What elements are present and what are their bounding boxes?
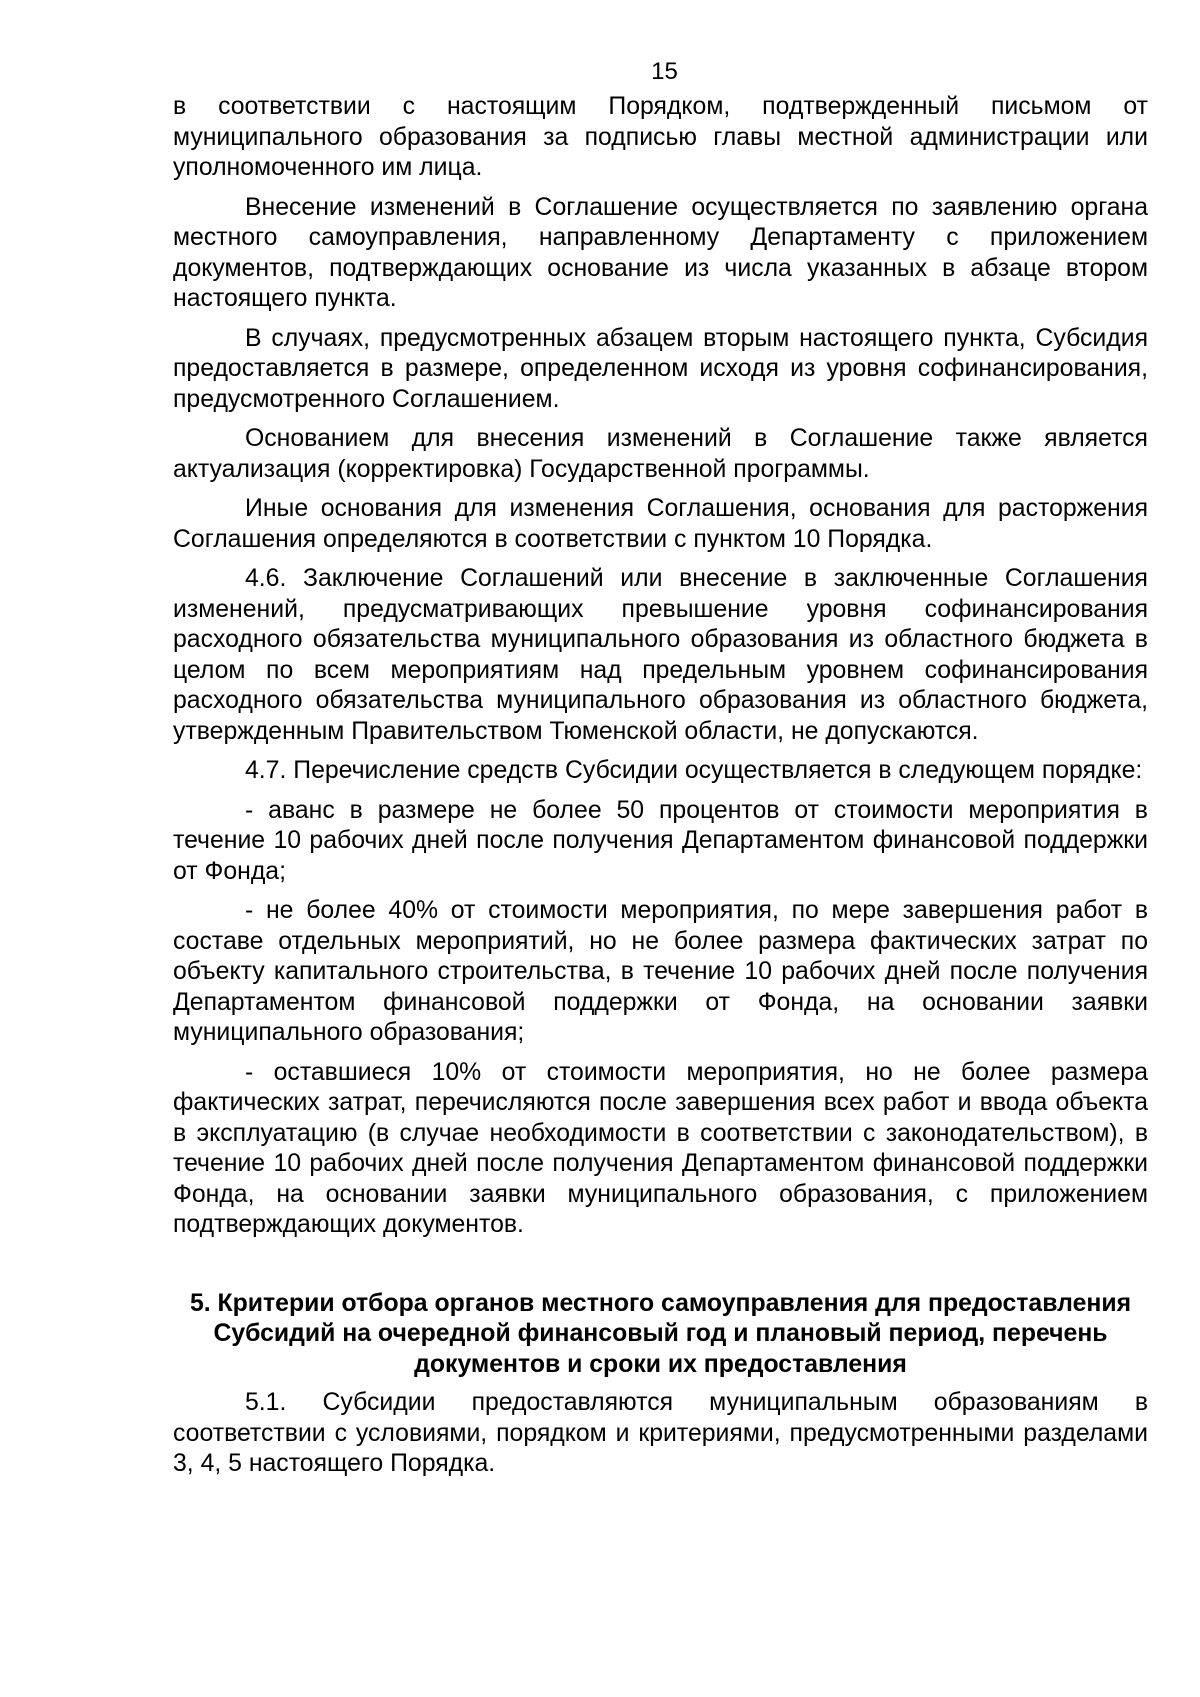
page-number: 15 — [651, 58, 678, 85]
paragraph-subsidy-size: В случаях, предусмотренных абзацем вторым настоящего пункта, Субсидия предоставляется в размере, определенном исходя из уровня софинансирования, предусмотренного Соглашением. — [173, 324, 1148, 413]
list-item-advance: - аванс в размере не более 50 процентов от стоимости мероприятия в течение 10 рабочих дней после получения Департаментом финансовой поддержки от Фонда; — [173, 796, 1148, 885]
paragraph-continuation: в соответствии с настоящим Порядком, подтвержденный письмом от муниципального образования за подписью главы местной администрации или уполномоченного им лица. — [173, 93, 1148, 181]
list-item-remaining-ten-percent: - оставшиеся 10% от стоимости мероприятия, но не более размера фактических затрат, перечисляются после завершения всех работ и ввода объекта в эксплуатацию (в случае необходимости в соответствии с законодательством), в течение 10 рабочих дней после получения Департаментом финансовой поддержки Фонда, на основании заявки муниципального образования, с приложением подтверждающих документов. — [173, 1058, 1148, 1238]
paragraph-program-update: Основанием для внесения изменений в Соглашение также является актуализация (корректировка) Государственной программы. — [173, 425, 1148, 483]
section-5-heading: 5. Критерии отбора органов местного самоуправления для предоставления Субсидий на очередной финансовый год и плановый период, перечень документов и сроки их предоставления — [189, 1289, 1132, 1378]
paragraph-other-grounds: Иные основания для изменения Соглашения, основания для расторжения Соглашения определяются в соответствии с пунктом 10 Порядка. — [173, 495, 1148, 553]
paragraph-agreement-changes: Внесение изменений в Соглашение осуществляется по заявлению органа местного самоуправления, направленному Департаменту с приложением документов, подтверждающих основание из числа указанных в абзаце втором настоящего пункта. — [173, 193, 1148, 312]
paragraph-4-7: 4.7. Перечисление средств Субсидии осуществляется в следующем порядке: — [245, 757, 1143, 784]
paragraph-5-1: 5.1. Субсидии предоставляются муниципальным образованиям в соответствии с условиями, порядком и критериями, предусмотренными разделами 3, 4, 5 настоящего Порядка. — [173, 1389, 1148, 1477]
paragraph-4-6: 4.6. Заключение Соглашений или внесение в заключенные Соглашения изменений, предусматривающих превышение уровня софинансирования расходного обязательства муниципального образования из областного бюджета в целом по всем мероприятиям над предельным уровнем софинансирования расходного обязательства муниципального образования из областного бюджета, утвержденным Правительством Тюменской области, не допускаются. — [173, 565, 1148, 745]
document-page — [173, 52, 1148, 1489]
list-item-forty-percent: - не более 40% от стоимости мероприятия, по мере завершения работ в составе отдельных мероприятий, но не более размера фактических затрат по объекту капитального строительства, в течение 10 рабочих дней после получения Департаментом финансовой поддержки от Фонда, на основании заявки муниципального образования; — [173, 897, 1148, 1046]
